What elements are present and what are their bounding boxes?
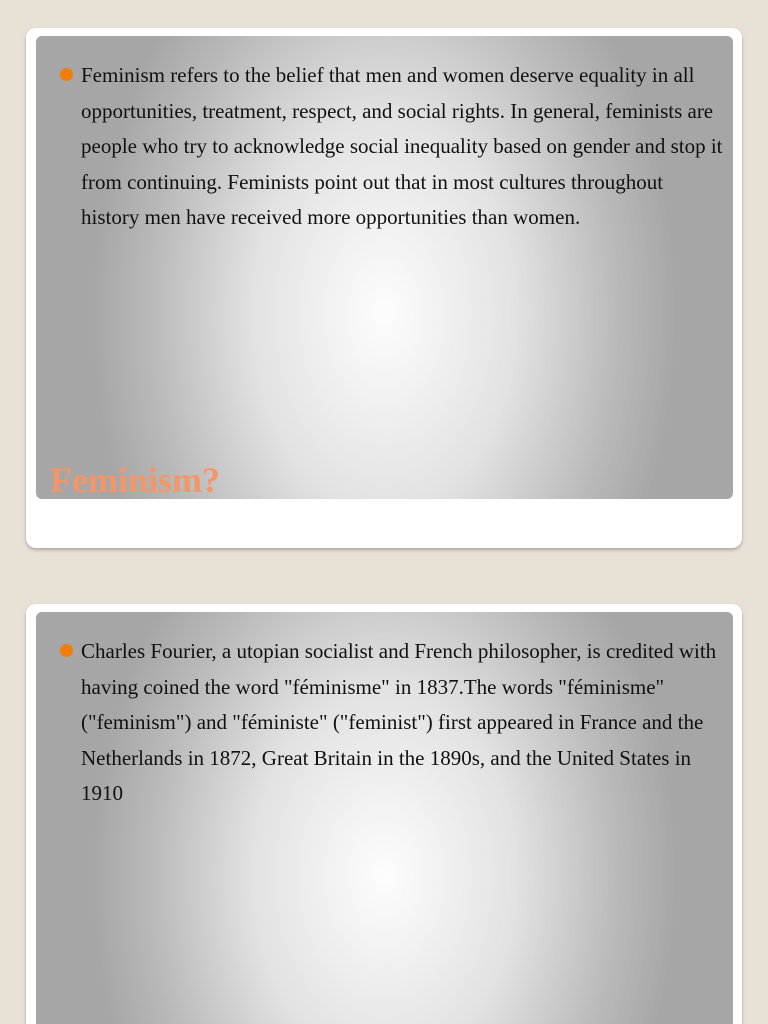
slide-1-title: Feminism?	[50, 460, 220, 499]
bullet-dot-icon	[60, 68, 73, 81]
slide-1-frame	[26, 28, 742, 548]
slide-1-bullet	[60, 58, 724, 236]
slide-2-frame	[26, 604, 742, 1024]
slide-2-bullet	[60, 634, 724, 812]
slide-1-bullet-text: Feminism refers to the belief that men and women deserve equality in all opportunities, treatment, respect, and social rights. In general, feminists are people who try to acknowledge social inequality based on gender and stop it from continuing. Feminists point out that in most cultures throughout history men have received more opportunities than women.	[81, 63, 723, 230]
slide-2	[36, 612, 733, 1024]
slide-1	[36, 36, 733, 499]
bullet-dot-icon	[60, 644, 73, 657]
slide-2-bullet-text: Charles Fourier, a utopian socialist and French philosopher, is credited with having coined the word "féminisme" in 1837.The words "féminisme" ("feminism") and "féministe" ("feminist") first appeared in France and the Netherlands in 1872, Great Britain in the 1890s, and the United States in 1910	[81, 639, 717, 806]
